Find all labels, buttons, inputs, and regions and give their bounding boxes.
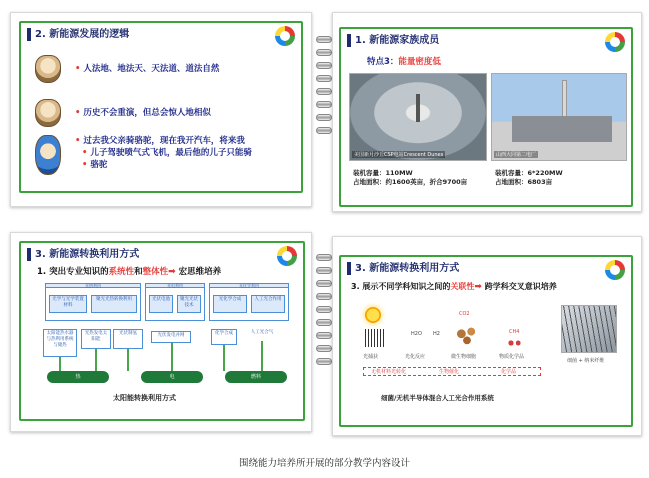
spec-line: 占地面积：6803亩 [495,178,553,186]
bullet-text: • 历史不会重演，但总会惊人地相似 [75,107,211,119]
photo-caption: 山西大同第二电厂 [496,152,537,158]
diagram-box: 光热发电太阳能 [81,329,111,349]
binder-ring-icon [316,127,332,134]
spec-line: 装机容量：6*220MW [495,169,563,177]
diagram-box: 光伏电池 [149,295,173,313]
slide-frame [19,241,305,421]
subhead-highlight: 系统性 [108,267,135,277]
slide-card-logic [10,12,312,207]
photo-caption: 细菌 + 纳米纤维 [567,358,605,364]
logo-icon [277,246,297,266]
bullet-row-1 [35,55,219,83]
slide-title: 3. 新能源转换利用方式 [347,262,459,275]
diagram-box: 人工光合气 [241,329,283,341]
binder-ring-icon [316,75,332,82]
bacteria-nanofiber-photo [561,305,617,353]
molecule-label-h2: H2 [433,331,440,337]
binder-ring-icon [316,101,332,108]
diagram-box: 聚光光热转换利用 [91,295,137,313]
mark-twain-portrait-icon [35,99,61,127]
bullet-text-continued: • 骆驼 [82,159,252,171]
bacteria-cluster-icon [453,325,481,347]
diagram-box: 化学合成 [211,329,237,345]
photo-caption: 美国新月沙丘CSP电站Crescent Dunes [354,152,444,158]
slide-frame [339,255,633,427]
diagram-box: 太阳能热水器与热利用系统与储热 [43,329,77,357]
flow-label: 生物催化 [439,369,460,375]
subhead-text: 和 [134,267,143,277]
feature-heading [367,55,441,67]
binder-ring-icon [316,345,332,352]
step-label: 物质化学品 [499,354,525,360]
sun-icon [365,307,381,323]
right-arrow-icon: ➡ [168,267,176,277]
subhead-highlight: 整体性 [142,267,169,277]
plant-building-shape [512,116,612,142]
slide-frame [19,21,303,193]
diagram-box: 光伏制氢 [113,329,143,349]
diagram-box: 光伏发电并网 [151,331,191,343]
binder-ring-icon [316,49,332,56]
binder-ring-icon [316,88,332,95]
diagram-band: 光热利用 [45,283,141,288]
bullet-row-3 [35,135,252,175]
diagram-box: 光化学合成 [213,295,247,313]
bullet-row-2 [35,99,211,127]
diagram-box: 聚光光伏技术 [177,295,201,313]
logo-icon [275,26,295,46]
binder-ring-icon [316,332,332,339]
binder-ring-icon [316,358,332,365]
output-pill-electricity: 电 [141,371,203,383]
bullet-text: • 人法地、地法天、天法道、道法自然 [75,63,219,75]
slide-frame [339,27,633,207]
logo-icon [605,260,625,280]
fiber-lines [562,306,616,352]
figure-caption: 围绕能力培养所开展的部分教学内容设计 [238,458,410,469]
spec-line: 占地面积：约1600英亩，折合9700亩 [353,178,468,186]
output-pill-fuel: 燃料 [225,371,287,383]
slide-card-conversion-1 [10,232,312,432]
connector-line [59,357,61,371]
slide-subheading [37,265,221,277]
left-spec [353,169,467,187]
step-label: 微生物细胞 [451,354,477,360]
connector-line [95,349,97,371]
flow-label: 无机材料光转化 [371,369,407,375]
molecule-label-h2o: H2O [411,331,422,337]
diagram-caption: 太阳能转换利用方式 [113,394,176,402]
right-arrow-icon: ➡ [474,282,482,292]
subhead-text: 1. 突出专业知识的 [37,267,109,277]
power-plant-photo [491,73,627,161]
laozi-portrait-icon [35,55,61,83]
flow-label: 化学品 [501,369,517,375]
bullet-text-continued: • 儿子驾驶喷气式飞机，最后他的儿子只能骑 [82,147,252,159]
solar-tower-shape [416,94,420,122]
binder-ring-icon [316,293,332,300]
diagram-caption: 细菌/无机半导体混合人工光合作用系统 [381,394,494,402]
connector-line [223,345,225,371]
connector-line [261,341,263,371]
binder-ring-icon [316,114,332,121]
binder-ring-icon [316,280,332,287]
molecule-label-co2: CO2 [459,311,470,317]
binder-ring-icon [316,36,332,43]
connector-line [127,349,129,371]
slide-card-family [332,12,642,212]
right-spec [495,169,563,187]
slide-title: 3. 新能源转换利用方式 [27,248,139,261]
slide-subheading [351,281,557,292]
nanowire-icon [365,329,385,347]
feature-label: 特点3： [367,57,399,67]
arab-man-on-camel-icon [35,135,61,175]
step-label: 光捕获 [363,354,379,360]
binder-ring-icon [316,267,332,274]
diagram-band: 光电利用 [145,283,205,288]
slide-card-conversion-3 [332,236,642,436]
output-pill-heat: 热 [47,371,109,383]
diagram-band: 光化学利用 [209,283,289,288]
logo-icon [605,32,625,52]
step-label: 光化反应 [405,354,426,360]
molecule-dots-icon [507,339,523,347]
subhead-text: 跨学科交叉意识培养 [481,282,557,291]
diagram-box: 光学与光学装置材料 [49,295,87,313]
binder-ring-icon [316,254,332,261]
spec-line: 装机容量：110MW [353,169,413,177]
feature-value: 能量密度低 [398,57,441,67]
solar-tower-photo [349,73,487,161]
binder-ring-icon [316,319,332,326]
subhead-highlight: 关联性 [450,282,475,291]
bullet-text-block [75,135,252,171]
molecule-label-ch4: CH4 [509,329,520,335]
slide-title: 1. 新能源家族成员 [347,34,439,47]
subhead-text: 3. 展示不同学科知识之间的 [351,282,451,291]
bullet-text: • 过去我父亲骑骆驼，现在我开汽车，将来我 [75,135,252,147]
connector-line [171,343,173,371]
slide-title: 2. 新能源发展的逻辑 [27,28,129,41]
diagram-box: 人工光合作用 [251,295,285,313]
subhead-text: 宏思维培养 [175,267,222,277]
binder-ring-icon [316,306,332,313]
binder-ring-icon [316,62,332,69]
